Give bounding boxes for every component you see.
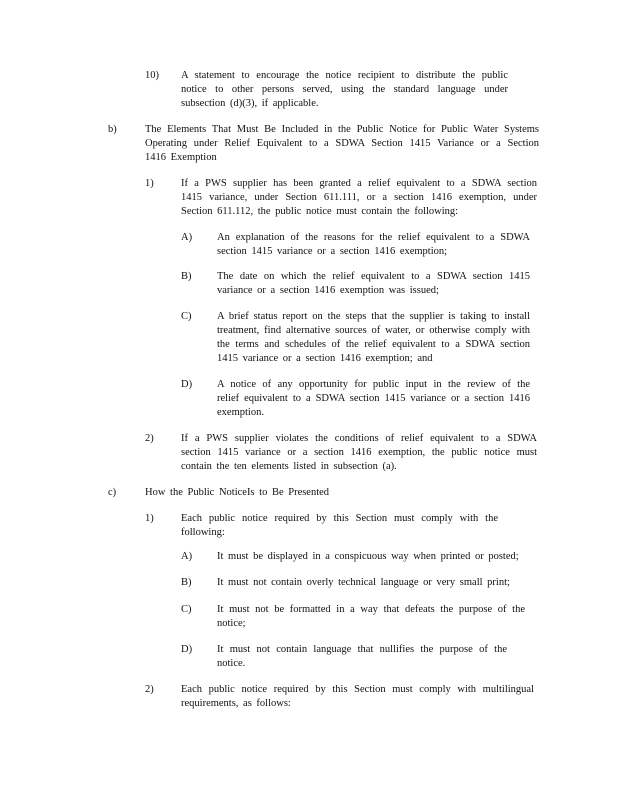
item-label: C) <box>181 311 192 322</box>
item-text: Each public notice required by this Section must comply with multilingual requirements, as follows: <box>181 684 534 709</box>
item-text: It must be displayed in a conspicuous way when printed or posted; <box>217 551 519 562</box>
item-text: A notice of any opportunity for public input in the review of the relief equivalent to a SDWA section 1415 variance or a section 1416 exemption. <box>217 379 530 418</box>
item-text: The date on which the relief equivalent to a SDWA section 1415 variance or a section 1416 exemption was issued; <box>217 271 530 296</box>
item-label: C) <box>181 604 192 615</box>
item-text: It must not be formatted in a way that defeats the purpose of the notice; <box>217 604 525 629</box>
subsection-label: b) <box>108 124 117 135</box>
item-text: Each public notice required by this Section must comply with the following: <box>181 513 498 538</box>
subsection-heading: The Elements That Must Be Included in the Public Notice for Public Water Systems Operating under Relief Equivalent to a SDWA Section 1415 Variance or a Section 1416 Exemption <box>145 124 539 163</box>
subsection-label: c) <box>108 487 117 498</box>
item-label: A) <box>181 551 193 562</box>
item-label: 1) <box>145 178 154 189</box>
item-text: A brief status report on the steps that the supplier is taking to install treatment, find alternative sources of water, or otherwise comply with the terms and schedules of the relief equivalent to a SDWA section 1415 variance or a section 1416 exemption; and <box>217 311 530 364</box>
item-text: A statement to encourage the notice recipient to distribute the public notice to other persons served, using the standard language under subsection (d)(3), if applicable. <box>181 70 508 109</box>
item-label: A) <box>181 232 193 243</box>
item-label: 10) <box>145 70 159 81</box>
item-label: B) <box>181 271 192 282</box>
item-label: D) <box>181 379 193 390</box>
item-text: If a PWS supplier has been granted a relief equivalent to a SDWA section 1415 variance, under Section 611.111, or a section 1416 exemption, under Section 611.112, the public notice must contain the following: <box>181 178 537 217</box>
item-label: 1) <box>145 513 154 524</box>
item-text: An explanation of the reasons for the relief equivalent to a SDWA section 1415 variance or a section 1416 exemption; <box>217 232 530 257</box>
item-label: 2) <box>145 684 154 695</box>
subsection-heading: How the Public NoticeIs to Be Presented <box>145 487 330 498</box>
item-label: B) <box>181 577 192 588</box>
item-label: D) <box>181 644 193 655</box>
item-label: 2) <box>145 433 154 444</box>
item-text: It must not contain overly technical language or very small print; <box>217 577 510 588</box>
item-text: If a PWS supplier violates the conditions of relief equivalent to a SDWA section 1415 variance or a section 1416 exemption, the public notice must contain the ten elements listed in subsection (a). <box>181 433 537 472</box>
item-text: It must not contain language that nullifies the purpose of the notice. <box>217 644 507 669</box>
